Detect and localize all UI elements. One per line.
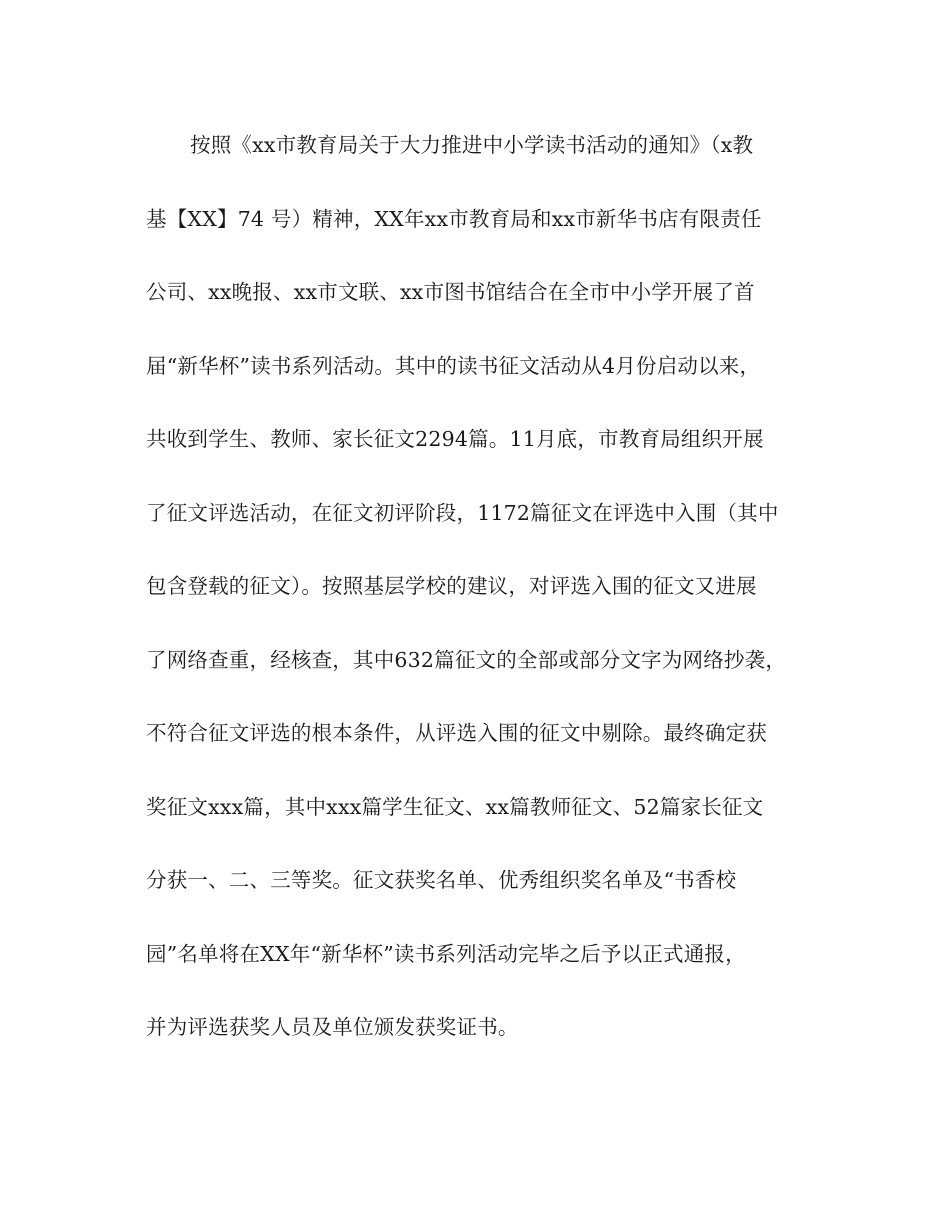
paragraph-line: 奖征文xxx篇，其中xxx篇学生征文、xx篇教师征文、52篇家长征文 — [146, 794, 764, 819]
paragraph-line: 包含登载的征文）。按照基层学校的建议，对评选入围的征文又进展 — [146, 574, 757, 598]
body-paragraph — [146, 125, 826, 1081]
paragraph-line: 分获一、二、三等奖。征文获奖名单、优秀组织奖名单及“书香校 — [146, 868, 737, 892]
paragraph-line: 并为评选获奖人员及单位颁发获奖证书。 — [146, 1015, 519, 1039]
paragraph-line: 共收到学生、教师、家长征文2294篇。11月底，市教育局组织开展 — [146, 427, 764, 451]
paragraph-line: 了征文评选活动，在征文初评阶段，1172篇征文在评选中入围（其中 — [146, 500, 779, 525]
paragraph-line: 不符合征文评选的根本条件，从评选入围的征文中剔除。最终确定获 — [146, 721, 767, 745]
paragraph-line: 了网络查重，经核查，其中632篇征文的全部或部分文字为网络抄袭， — [146, 647, 787, 672]
paragraph-line: 基【XX】74 号）精神，XX年xx市教育局和xx市新华书店有限责任 — [146, 206, 762, 231]
paragraph-line: 园”名单将在XX年“新华杯”读书系列活动完毕之后予以正式通报， — [146, 941, 746, 966]
paragraph-line: 按照《xx市教育局关于大力推进中小学读书活动的通知》（x教 — [190, 133, 754, 157]
paragraph-line: 公司、xx晚报、xx市文联、xx市图书馆结合在全市中小学开展了首 — [146, 280, 755, 304]
paragraph-line: 届“新华杯”读书系列活动。其中的读书征文活动从4月份启动以来， — [146, 353, 761, 378]
